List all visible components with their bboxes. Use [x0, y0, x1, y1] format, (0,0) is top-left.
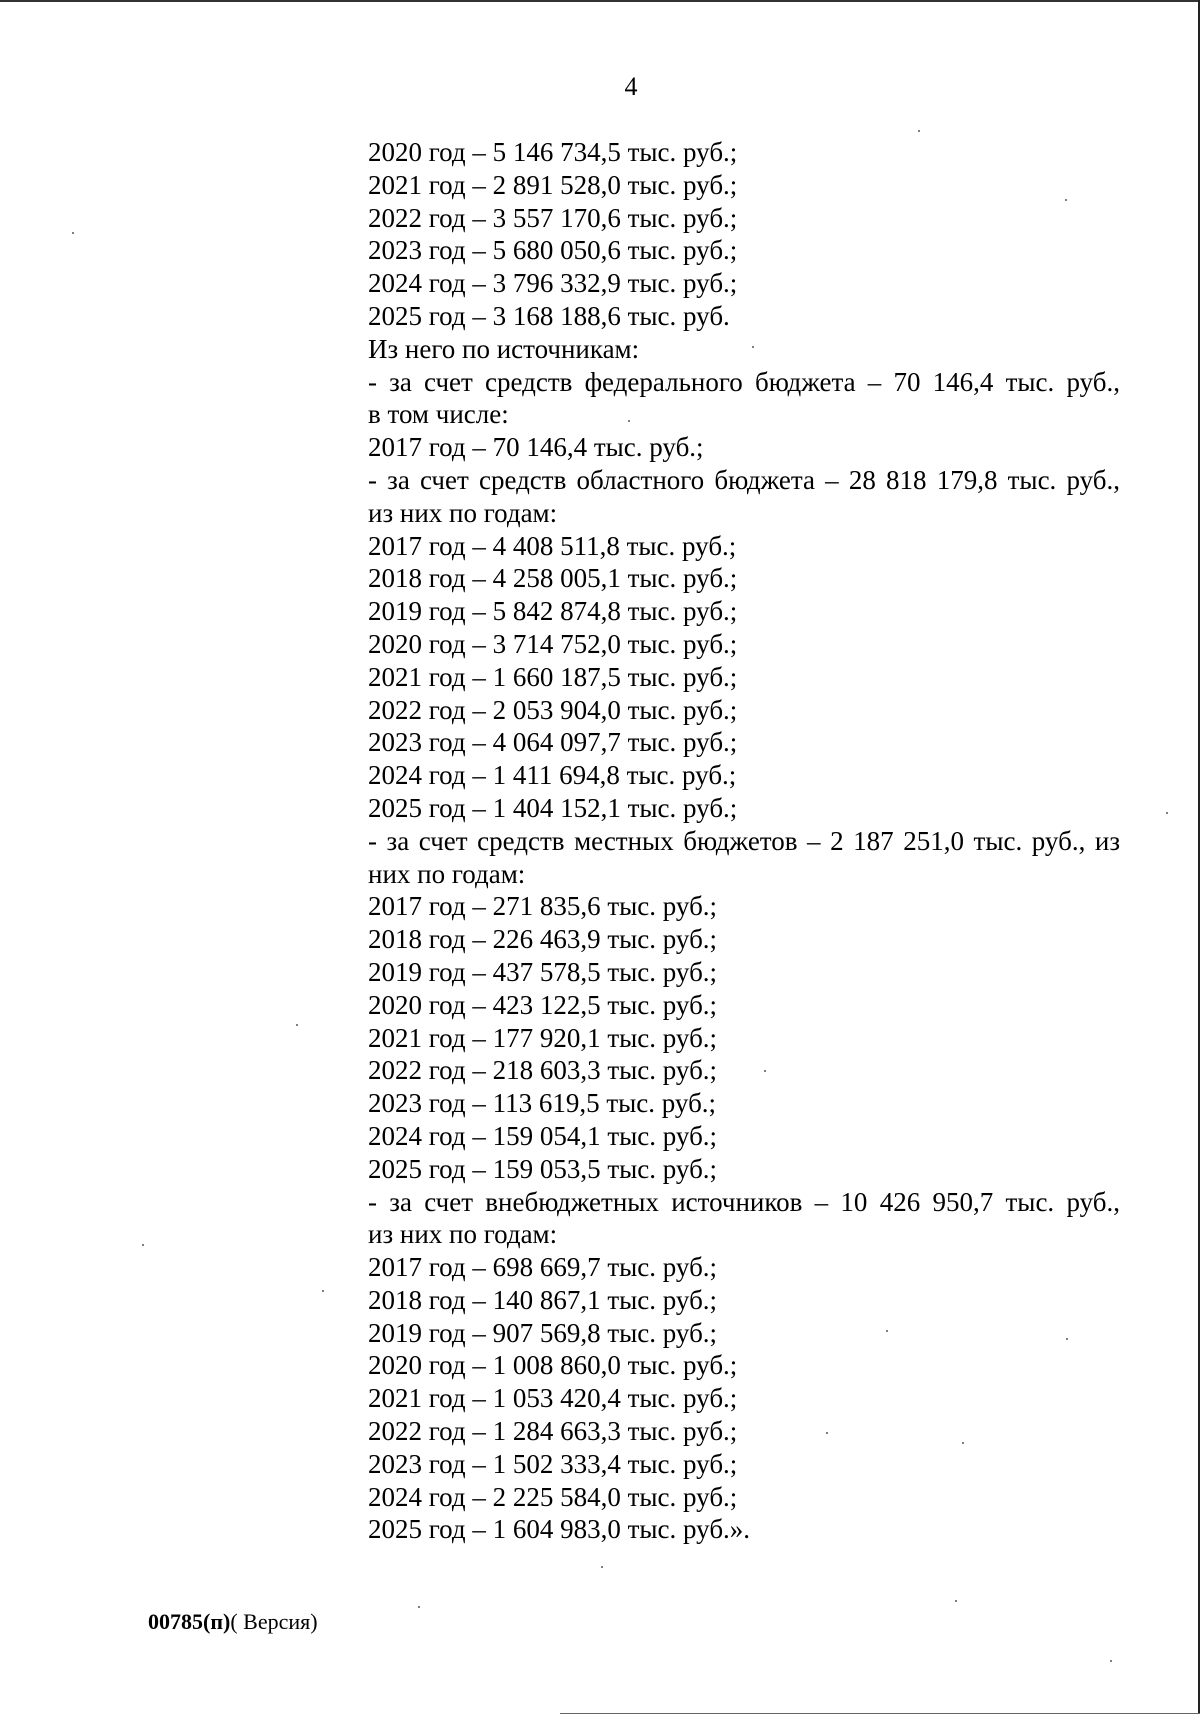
text-line: них по годам:	[368, 858, 526, 889]
text-line: 2020 год – 5 146 734,5 тыс. руб.;	[368, 137, 738, 167]
scan-edge-top	[0, 0, 1200, 2]
scan-speck	[752, 346, 754, 348]
page-number: 4	[624, 72, 638, 101]
text-line: 2025 год – 1 604 983,0 тыс. руб.».	[368, 1514, 751, 1545]
text-line: 2021 год – 1 053 420,4 тыс. руб.;	[368, 1383, 738, 1414]
text-line: 2018 год – 226 463,9 тыс. руб.;	[368, 924, 718, 955]
text-line: - за счет внебюджетных источников – 10 426 950,7 тыс. руб.,	[368, 1186, 1120, 1217]
text-line: 2023 год – 4 064 097,7 тыс. руб.;	[368, 727, 738, 758]
text-line: 2018 год – 140 867,1 тыс. руб.;	[368, 1284, 718, 1315]
text-line: 2019 год – 437 578,5 тыс. руб.;	[368, 956, 718, 987]
scan-speck	[418, 1606, 420, 1608]
text-line: - за счет средств федерального бюджета – 70 146,4 тыс. руб.,	[368, 366, 1120, 397]
text-line: 2019 год – 907 569,8 тыс. руб.;	[368, 1317, 718, 1348]
text-line: 2022 год – 2 053 904,0 тыс. руб.;	[368, 694, 738, 725]
text-line: 2021 год – 2 891 528,0 тыс. руб.;	[368, 169, 738, 200]
text-line: 2025 год – 159 053,5 тыс. руб.;	[368, 1153, 718, 1184]
funding-text-block	[368, 136, 1120, 1546]
document-code: 00785(п)	[148, 1609, 231, 1634]
text-line: 2017 год – 70 146,4 тыс. руб.;	[368, 432, 704, 463]
scan-speck	[1166, 812, 1168, 814]
text-line: 2020 год – 1 008 860,0 тыс. руб.;	[368, 1350, 738, 1381]
scan-speck	[1066, 1338, 1068, 1340]
text-line: 2022 год – 218 603,3 тыс. руб.;	[368, 1055, 718, 1086]
text-line: 2022 год – 1 284 663,3 тыс. руб.;	[368, 1416, 738, 1447]
text-line: 2017 год – 271 835,6 тыс. руб.;	[368, 891, 718, 922]
text-line: 2020 год – 423 122,5 тыс. руб.;	[368, 989, 718, 1020]
text-line: 2019 год – 5 842 874,8 тыс. руб.;	[368, 596, 738, 627]
text-line: 2022 год – 3 557 170,6 тыс. руб.;	[368, 202, 738, 233]
scan-speck	[764, 1070, 766, 1072]
text-line: из них по годам:	[368, 1219, 558, 1250]
scan-speck	[628, 420, 630, 422]
text-line: 2021 год – 177 920,1 тыс. руб.;	[368, 1022, 718, 1053]
scan-speck	[918, 130, 920, 132]
text-line: 2021 год – 1 660 187,5 тыс. руб.;	[368, 661, 738, 692]
text-line: 2017 год – 4 408 511,8 тыс. руб.;	[368, 530, 737, 561]
document-version: ( Версия)	[230, 1609, 318, 1634]
text-line: 2024 год – 159 054,1 тыс. руб.;	[368, 1120, 718, 1151]
text-line: - за счет средств областного бюджета – 28 818 179,8 тыс. руб.,	[368, 464, 1120, 495]
scan-speck	[296, 1024, 298, 1026]
text-line: 2024 год – 1 411 694,8 тыс. руб.;	[368, 760, 737, 791]
scan-speck	[142, 1244, 144, 1246]
text-line: - за счет средств местных бюджетов – 2 187 251,0 тыс. руб., из	[368, 825, 1120, 856]
scan-speck	[601, 1566, 603, 1568]
text-line: 2020 год – 3 714 752,0 тыс. руб.;	[368, 628, 738, 659]
scan-speck	[1110, 1660, 1112, 1662]
scan-speck	[962, 1442, 964, 1444]
text-line: 2024 год – 3 796 332,9 тыс. руб.;	[368, 268, 738, 299]
scan-speck	[826, 1432, 828, 1434]
scan-speck	[322, 1290, 324, 1292]
text-line: 2018 год – 4 258 005,1 тыс. руб.;	[368, 563, 738, 594]
document-footer	[148, 1609, 318, 1635]
text-line: 2025 год – 3 168 188,6 тыс. руб.	[368, 300, 730, 331]
text-line: 2017 год – 698 669,7 тыс. руб.;	[368, 1252, 718, 1283]
text-line: 2024 год – 2 225 584,0 тыс. руб.;	[368, 1481, 738, 1512]
text-line: 2023 год – 5 680 050,6 тыс. руб.;	[368, 235, 738, 266]
scan-speck	[72, 232, 74, 234]
text-line: 2025 год – 1 404 152,1 тыс. руб.;	[368, 792, 738, 823]
scan-speck	[886, 1330, 888, 1332]
text-line: 2023 год – 113 619,5 тыс. руб.;	[368, 1088, 717, 1119]
scan-speck	[1065, 199, 1067, 201]
scan-speck	[955, 1600, 957, 1602]
text-line: из них по годам:	[368, 497, 558, 528]
text-line: Из него по источникам:	[368, 333, 640, 364]
text-line: в том числе:	[368, 399, 509, 430]
text-line: 2023 год – 1 502 333,4 тыс. руб.;	[368, 1448, 738, 1479]
